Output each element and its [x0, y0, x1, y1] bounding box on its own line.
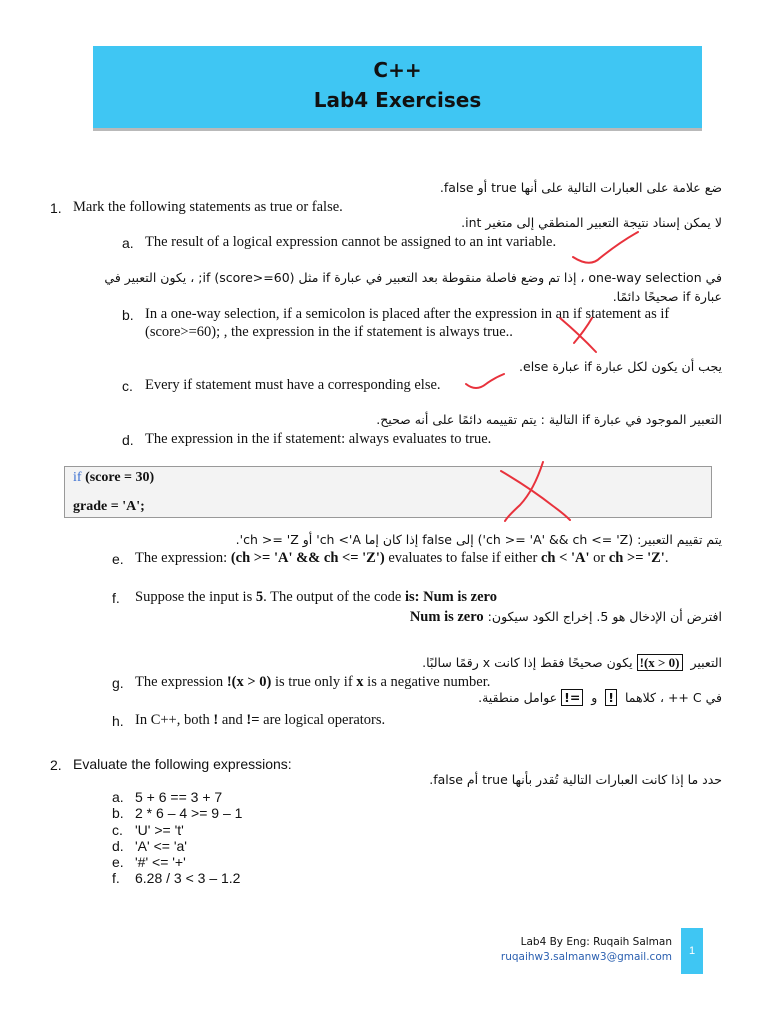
q1g-var: x	[356, 674, 364, 690]
footer-author: Lab4 By Eng: Ruqaih Salman	[520, 936, 672, 948]
q1h-arabic-and: و	[591, 690, 598, 705]
q1g-arabic-expr: !(x > 0)	[637, 654, 683, 671]
q2-expr: 'U' >= 't'	[135, 821, 184, 838]
list-item	[112, 805, 412, 821]
q1f-is: is:	[404, 589, 420, 605]
q1h-text	[135, 712, 385, 729]
q1a-arabic: لا يمكن إسناد نتيجة التعبير المنطقي إلى متغير int.	[461, 215, 722, 230]
q1a-letter: a.	[122, 235, 134, 251]
q1d-arabic: التعبير الموجود في عبارة if التالية : يتم تقييمه دائمًا على أنه صحيح.	[376, 412, 722, 427]
q1e-cond2: ch >= 'Z'	[608, 550, 665, 566]
q1d-letter: d.	[122, 432, 134, 448]
q1e-letter: e.	[112, 551, 124, 567]
q1h-arabic-post: عوامل منطقية.	[478, 690, 558, 705]
q2-expr: 'A' <= 'a'	[135, 837, 187, 854]
list-item	[112, 870, 412, 886]
q1g-mid: is true only if	[271, 674, 357, 690]
page-number: 1	[681, 928, 703, 974]
q1e-or: or	[589, 550, 609, 566]
q1f-arabic-line	[402, 608, 722, 626]
q1g-arabic-pre: التعبير	[690, 655, 722, 670]
list-item	[112, 854, 412, 870]
q1h-arabic-op2: !=	[561, 689, 583, 706]
checkmark-c	[466, 374, 504, 388]
q1b-text-line2: (score>=60); , the expression in the if statement is always true..	[145, 324, 513, 340]
q1h-end: are logical operators.	[259, 712, 386, 728]
q2-expr: 2 * 6 – 4 >= 9 – 1	[135, 805, 243, 822]
q2-expr: 5 + 6 == 3 + 7	[135, 789, 223, 805]
q1f-mid: . The output of the code	[263, 589, 405, 605]
q2-letter: b.	[112, 805, 124, 822]
q1-prompt: Mark the following statements as true or false.	[73, 199, 343, 215]
q1f-text	[135, 589, 497, 606]
q1g-text	[135, 674, 490, 691]
q1f-pre: Suppose the input is	[135, 589, 256, 605]
q2-letter: c.	[112, 821, 123, 838]
q1f-arabic-output: Num is zero	[409, 609, 484, 625]
q1e-arabic: يتم تقييم التعبير: (ch >= 'A' && ch <= 'Z') إلى false إذا كان إما ch <'A' أو ch >= 'Z'.	[235, 532, 722, 547]
q1g-end: is a negative number.	[363, 674, 491, 690]
q1a-text: The result of a logical expression cannot be assigned to an int variable.	[145, 234, 557, 250]
q2-letter: d.	[112, 837, 124, 854]
q1-number: 1.	[50, 200, 62, 216]
q1d-text: The expression in the if statement: always evaluates to true.	[145, 431, 492, 447]
course-title: C++	[373, 58, 422, 82]
q1h-arabic-op1: !	[605, 689, 617, 706]
q2-expr: '#' <= '+'	[135, 854, 186, 871]
q1e-cond1: ch < 'A'	[540, 550, 590, 566]
q2-expr: 6.28 / 3 < 3 – 1.2	[135, 870, 241, 887]
q1b-letter: b.	[122, 307, 134, 323]
q1e-end: .	[664, 550, 669, 566]
q1e-text	[135, 550, 668, 567]
footer-email[interactable]: ruqaihw3.salmanw3@gmail.com	[500, 951, 672, 963]
checkmark-a	[573, 232, 638, 263]
q1c-letter: c.	[122, 378, 133, 394]
q2-number: 2.	[50, 757, 62, 773]
q1b-text-line1: In a one-way selection, if a semicolon is placed after the expression in an if statement as if	[145, 306, 670, 322]
list-item	[112, 822, 412, 838]
q1h-and: and	[218, 712, 247, 728]
title-banner	[93, 46, 702, 128]
q1h-arabic-line	[478, 690, 722, 705]
q1h-pre: In C++, both	[135, 712, 214, 728]
cross-b-stroke-1	[560, 318, 596, 352]
q1h-letter: h.	[112, 713, 124, 729]
q1h-arabic-pre: في C ++ ، كلاهما	[624, 690, 722, 705]
q1f-output: Num is zero	[419, 589, 497, 605]
q1c-text: Every if statement must have a corresponding else.	[145, 377, 441, 393]
q1g-pre: The expression	[135, 674, 227, 690]
list-item	[112, 789, 412, 805]
q1f-letter: f.	[112, 590, 120, 606]
banner-rule	[93, 128, 702, 131]
q1b-arabic-line1: في one-way selection ، إذا تم وضع فاصلة منقوطة بعد التعبير في عبارة if مثل if (score>=60); ، يكون التعبير في	[104, 270, 722, 285]
q1h-op1: !	[213, 712, 219, 728]
q2-list	[112, 789, 412, 887]
q1g-letter: g.	[112, 675, 124, 691]
code-keyword-if: if	[73, 470, 82, 485]
q2-letter: a.	[112, 789, 124, 805]
q2-prompt: Evaluate the following expressions:	[73, 756, 292, 772]
q2-letter: e.	[112, 854, 124, 871]
q1h-op2: !=	[246, 712, 260, 728]
lab-title: Lab4 Exercises	[313, 88, 482, 112]
code-snippet	[64, 466, 712, 518]
q1g-expr: !(x > 0)	[226, 674, 272, 690]
q1g-arabic-post: يكون صحيحًا فقط إذا كانت x رقمًا سالبًا.	[422, 655, 633, 670]
q2-letter: f.	[112, 870, 120, 887]
list-item	[112, 838, 412, 854]
q1e-expr: (ch >= 'A' && ch <= 'Z')	[230, 550, 385, 566]
code-line-1	[73, 470, 154, 486]
q1f-input: 5	[255, 589, 264, 605]
q1e-mid: evaluates to false if either	[384, 550, 541, 566]
q1b-arabic-line2: عبارة if صحيحًا دائمًا.	[612, 289, 722, 304]
q1f-arabic: افترض أن الإدخال هو 5. إخراج الكود سيكون:	[487, 609, 722, 624]
q1g-arabic-line	[422, 655, 722, 671]
q2-arabic-instruction: حدد ما إذا كانت العبارات التالية تُقدر بأنها true أم false.	[429, 772, 722, 787]
code-condition: (score = 30)	[81, 470, 155, 485]
code-line-2: grade = 'A';	[73, 499, 145, 514]
q1e-pre: The expression:	[135, 550, 231, 566]
q1c-arabic: يجب أن يكون لكل عبارة if عبارة else.	[519, 359, 722, 374]
q1-arabic-instruction: ضع علامة على العبارات التالية على أنها true أو false.	[439, 180, 722, 195]
